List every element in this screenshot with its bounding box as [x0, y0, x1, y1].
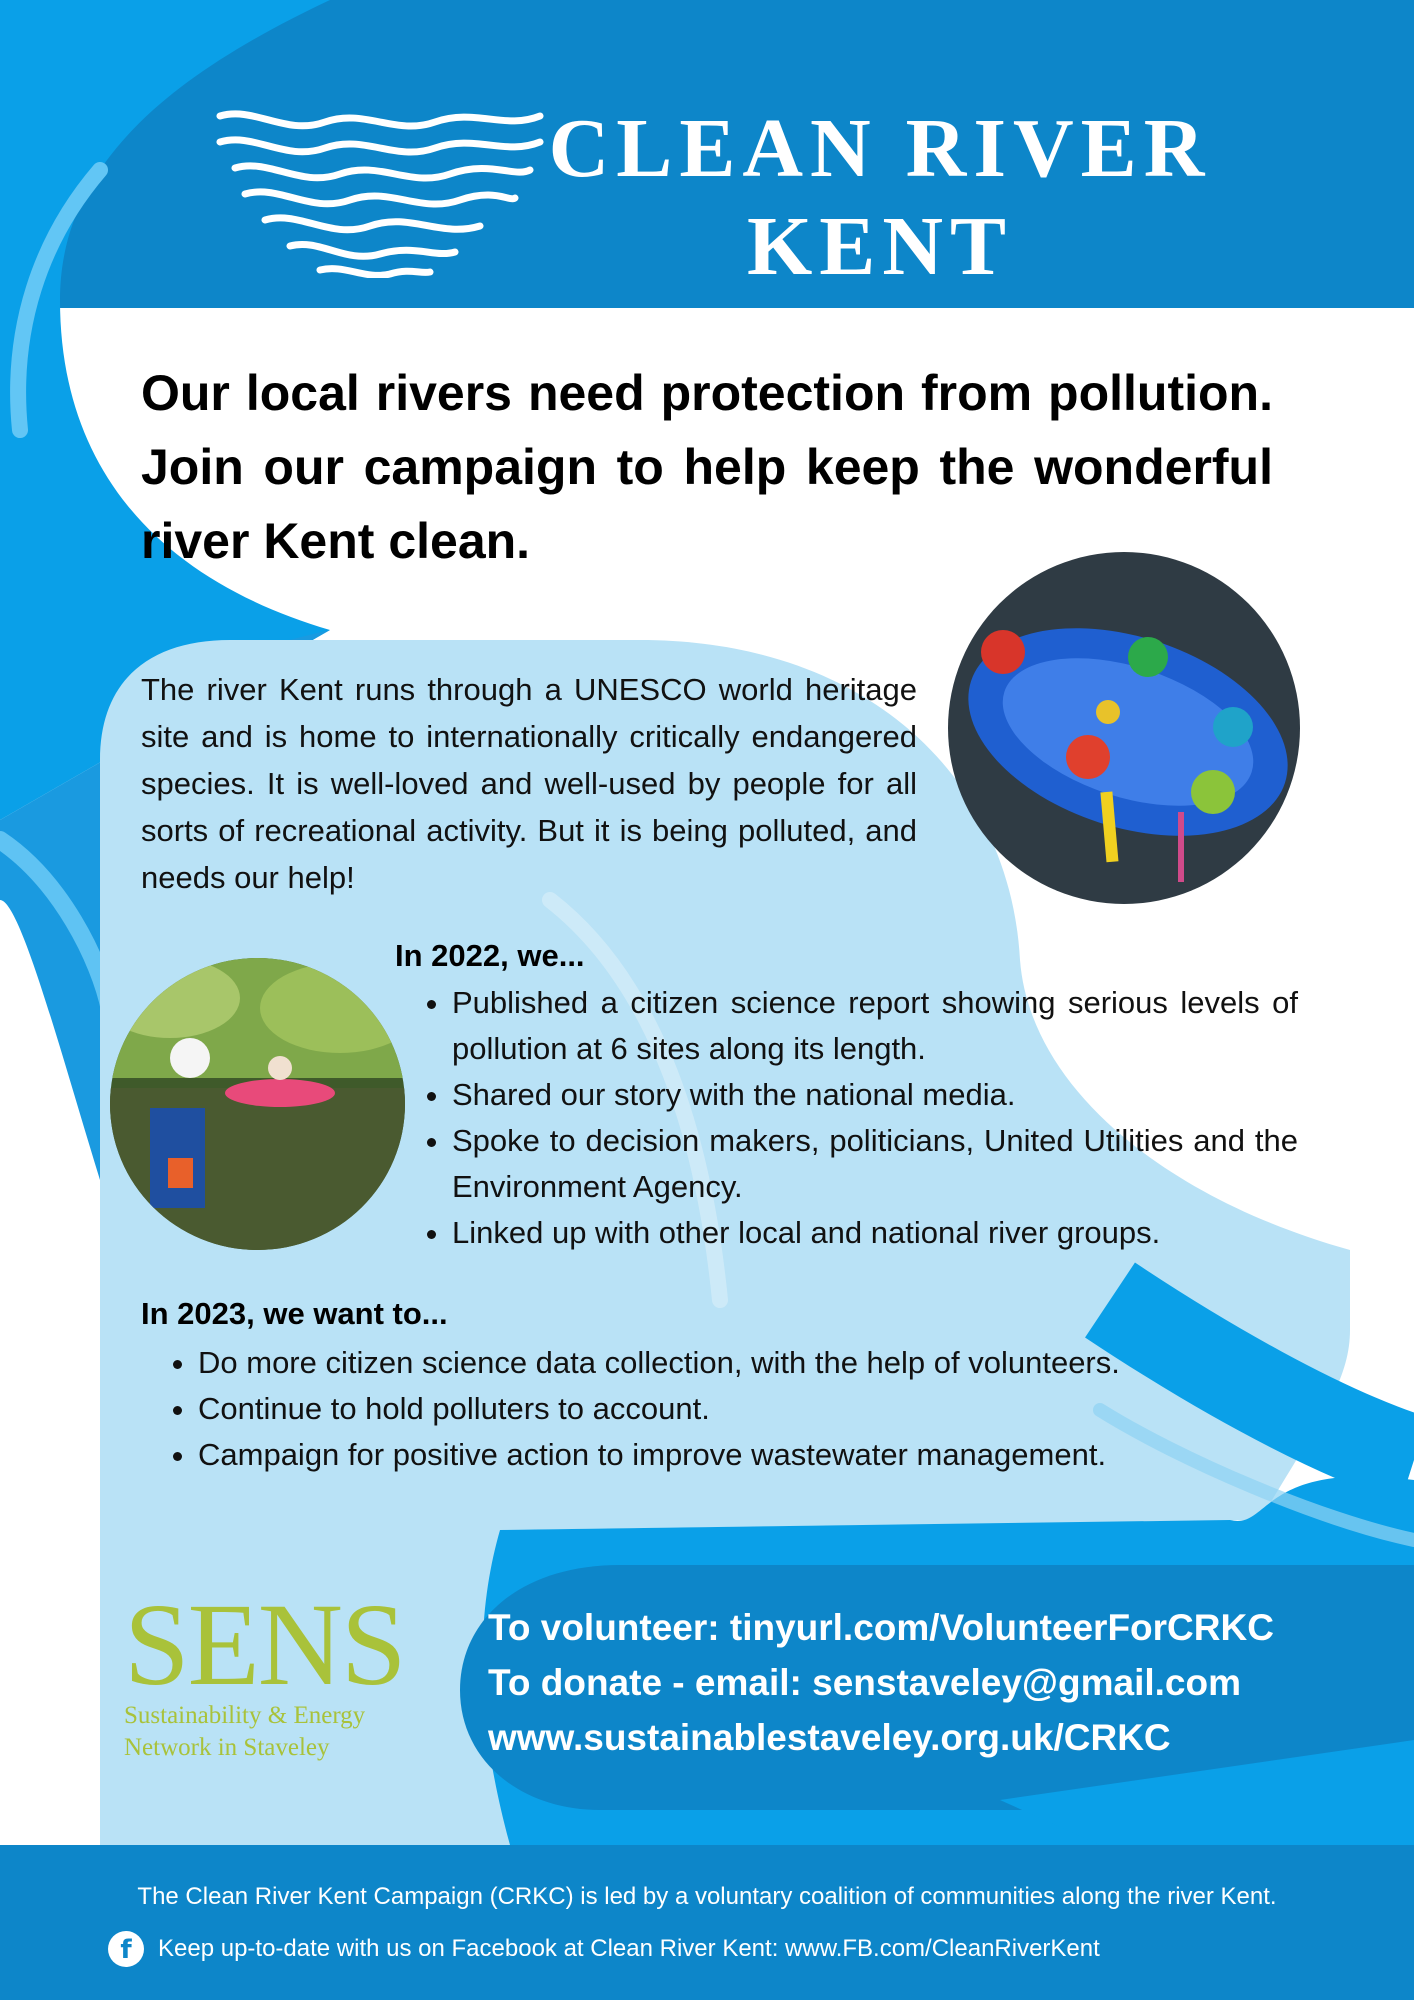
sens-logo-tagline-1: Sustainability & Energy [124, 1702, 366, 1729]
section-2022-list [428, 980, 1298, 1256]
volunteer-link[interactable]: To volunteer: tinyurl.com/VolunteerForCRKC [488, 1607, 1274, 1648]
section-2023-list [174, 1340, 1298, 1478]
waves-icon [215, 108, 545, 278]
section-2023-heading: In 2023, we want to... [141, 1296, 448, 1331]
sens-logo-word: SENS [124, 1579, 405, 1710]
facebook-icon[interactable]: f [108, 1931, 144, 1967]
contact-block [488, 1600, 1368, 1765]
footer-facebook-line[interactable] [108, 1931, 1100, 1967]
headline: Our local rivers need protection from pollution. Join our campaign to help keep the wonderful river Kent clean. [141, 365, 1273, 569]
page-title [540, 100, 1220, 296]
list-item: • Continue to hold polluters to account. [198, 1386, 1298, 1432]
list-item: • Campaign for positive action to improve wastewater management. [198, 1432, 1298, 1478]
intro-paragraph: The river Kent runs through a UNESCO world heritage site and is home to internationally critically endangered species. It is well-loved and well-used by people for all sorts of recreational activity. But it is being polluted, and needs our help! [141, 672, 917, 895]
footer-campaign-note: The Clean River Kent Campaign (CRKC) is led by a voluntary coalition of communities along the river Kent. [137, 1883, 1277, 1910]
rafting-photo [948, 552, 1300, 904]
website-link[interactable]: www.sustainablestaveley.org.uk/CRKC [488, 1717, 1171, 1758]
footer [0, 1845, 1414, 2000]
donate-email[interactable]: To donate - email: senstaveley@gmail.com [488, 1662, 1242, 1703]
section-2022-heading: In 2022, we... [395, 938, 585, 973]
list-item: • Linked up with other local and national river groups. [452, 1210, 1298, 1256]
list-item: • Published a citizen science report showing serious levels of pollution at 6 sites along its length. [452, 980, 1298, 1072]
sens-logo-tagline-2: Network in Staveley [124, 1734, 330, 1761]
sens-logo [124, 1579, 424, 1764]
list-item: • Spoke to decision makers, politicians, United Utilities and the Environment Agency. [452, 1118, 1298, 1210]
title-line-1: CLEAN RIVER [548, 102, 1212, 195]
list-item: • Shared our story with the national media. [452, 1072, 1298, 1118]
footer-facebook-text: Keep up-to-date with us on Facebook at Clean River Kent: www.FB.com/CleanRiverKent [158, 1935, 1100, 1962]
children-in-river-photo [110, 958, 405, 1250]
title-line-2: KENT [746, 200, 1014, 293]
list-item: • Do more citizen science data collection, with the help of volunteers. [198, 1340, 1298, 1386]
